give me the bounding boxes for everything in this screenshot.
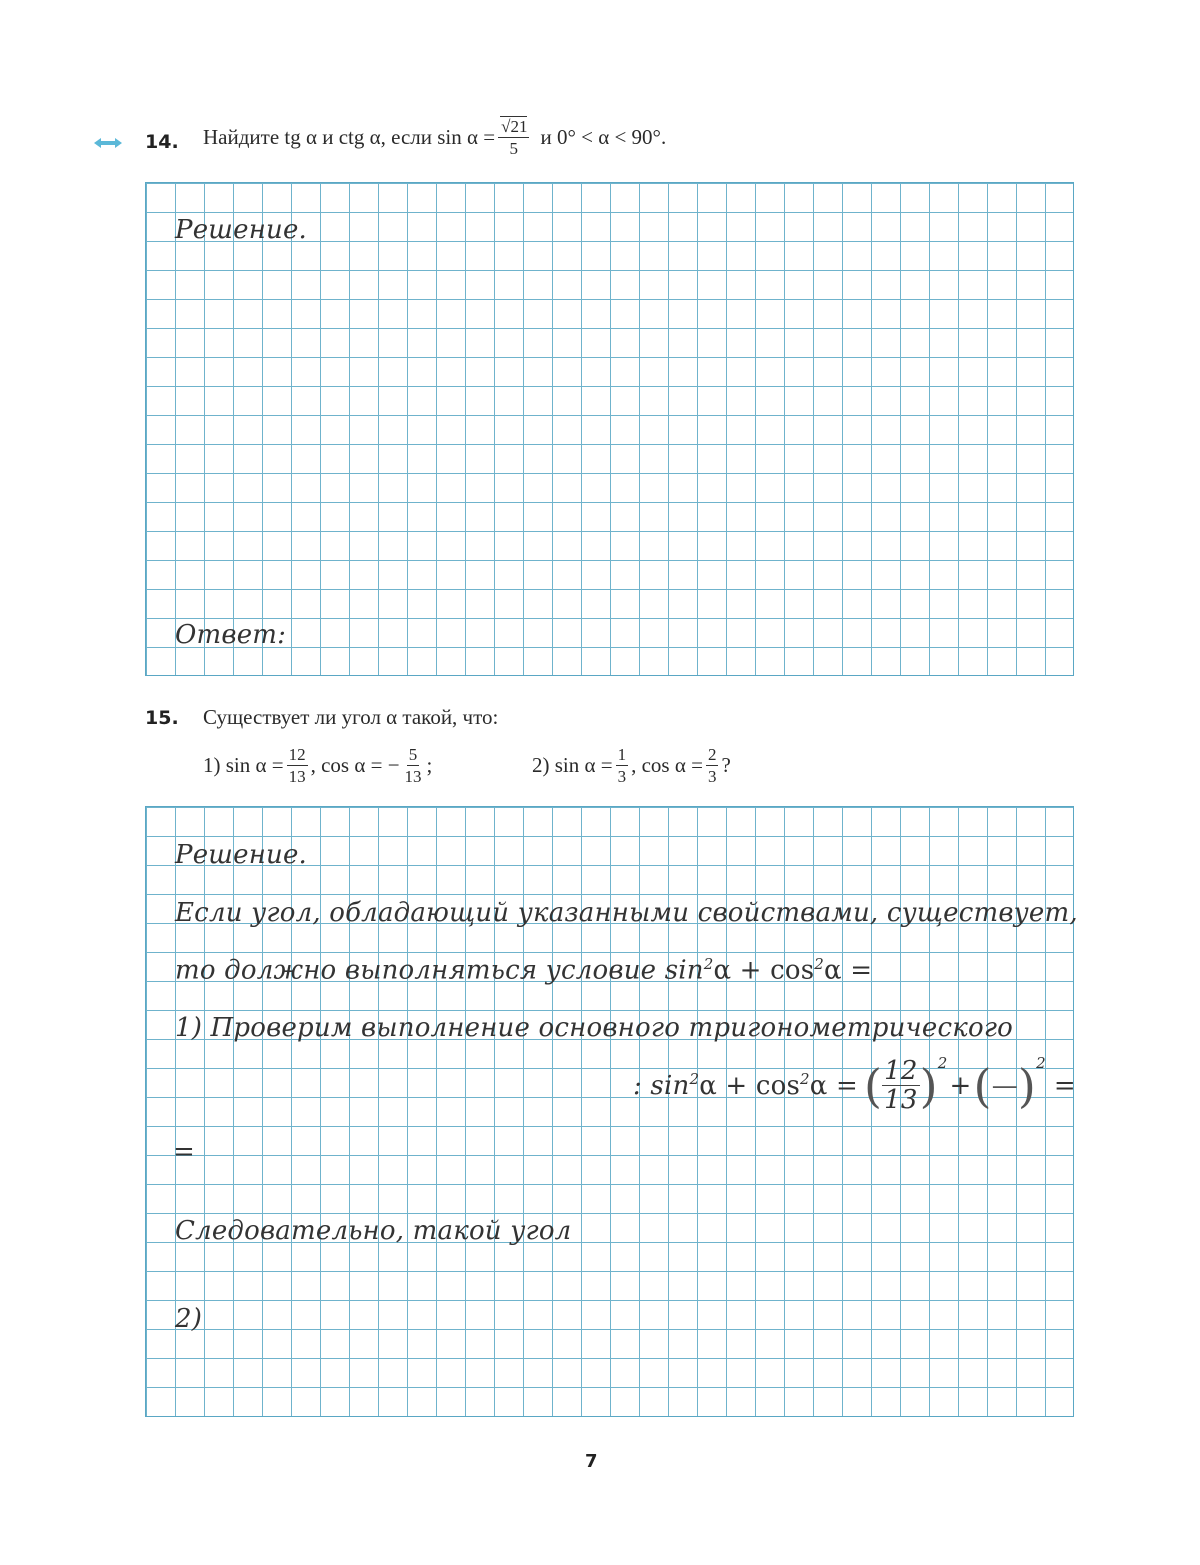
line-2-sup-2: 2	[814, 955, 825, 973]
left-paren-1: (	[864, 1058, 883, 1113]
case-2-sin-num: 1	[617, 745, 627, 764]
line-4-sup-4: 2	[1036, 1054, 1046, 1072]
case-1-cos-label: , cos α = −	[310, 753, 400, 777]
task-15-line-4	[633, 1054, 1076, 1115]
task-15-line-7: 2)	[175, 1304, 203, 1334]
case-1-sin-num: 12	[288, 745, 306, 764]
left-paren-2: (	[973, 1058, 992, 1113]
task-15-number: 15.	[145, 707, 179, 729]
task-15-line-1: Если угол, обладающий указанными свойствами, существует,	[175, 898, 1078, 928]
task-14-text-before: Найдите tg α и ctg α, если sin α =	[203, 125, 496, 149]
case-1-cos-den: 13	[404, 767, 422, 786]
case-2-end: ?	[721, 753, 731, 777]
line-4-blank: —	[991, 1070, 1018, 1101]
line-2-end: α =	[824, 955, 873, 986]
case-1-label: 1) sin α =	[203, 753, 284, 777]
task-14-solution-label: Решение.	[175, 215, 308, 245]
task-15-line-5: =	[173, 1137, 195, 1167]
case-2-cos-fraction	[706, 746, 719, 785]
task-15-line-2	[175, 955, 872, 986]
line-4-num: 12	[884, 1056, 918, 1086]
page-number: 7	[585, 1451, 598, 1472]
line-4-prefix: : sin	[633, 1070, 690, 1101]
task-15-solution-label: Решение.	[175, 840, 308, 870]
case-2-label: 2) sin α =	[532, 753, 613, 777]
right-paren-1: )	[919, 1058, 938, 1113]
double-arrow-icon	[92, 136, 124, 150]
task-14-number: 14.	[145, 131, 179, 153]
line-4-plus: +	[949, 1070, 972, 1101]
task-15-question: Существует ли угол α такой, что:	[203, 705, 499, 729]
case-1-sin-den: 13	[288, 767, 306, 786]
case-1-end: ;	[426, 753, 433, 777]
case-2-cos-label: , cos α =	[631, 753, 703, 777]
task-14-fraction	[498, 118, 529, 157]
line-4-den: 13	[884, 1085, 918, 1115]
task-15-line-3: 1) Проверим выполнение основного тригонометрического	[175, 1013, 1014, 1043]
line-4-sup-3: 2	[937, 1054, 948, 1072]
right-paren-2: )	[1017, 1058, 1037, 1113]
task-14-frac-den: 5	[509, 139, 519, 158]
task-14-text-after: и 0° < α < 90°.	[540, 125, 667, 149]
line-4-sup-1: 2	[689, 1070, 700, 1088]
task-14-statement	[203, 118, 666, 157]
case-1-cos-num: 5	[408, 745, 418, 764]
case-2-sin-fraction	[616, 746, 629, 785]
line-4-mid: α + cos	[699, 1070, 801, 1101]
case-2-sin-den: 3	[617, 767, 627, 786]
task-14-solution-grid[interactable]	[145, 182, 1074, 676]
line-2-sup-1: 2	[703, 955, 714, 973]
task-14-answer-label: Ответ:	[175, 620, 287, 650]
task-15-case-1	[203, 746, 432, 785]
line-4-fraction	[882, 1058, 919, 1113]
line-2-mid: α + cos	[713, 955, 815, 986]
case-1-sin-fraction	[287, 746, 308, 785]
case-1-cos-fraction	[403, 746, 424, 785]
task-14-frac-num: √21	[501, 117, 528, 136]
case-2-cos-num: 2	[707, 745, 717, 764]
line-4-end: =	[1053, 1070, 1076, 1101]
case-2-cos-den: 3	[707, 767, 717, 786]
line-2-prefix: то должно выполняться условие sin	[175, 955, 704, 986]
task-15-line-6: Следовательно, такой угол	[175, 1216, 572, 1246]
line-4-eq: α =	[809, 1070, 858, 1101]
line-4-sup-2: 2	[800, 1070, 810, 1088]
task-15-case-2	[532, 746, 731, 785]
